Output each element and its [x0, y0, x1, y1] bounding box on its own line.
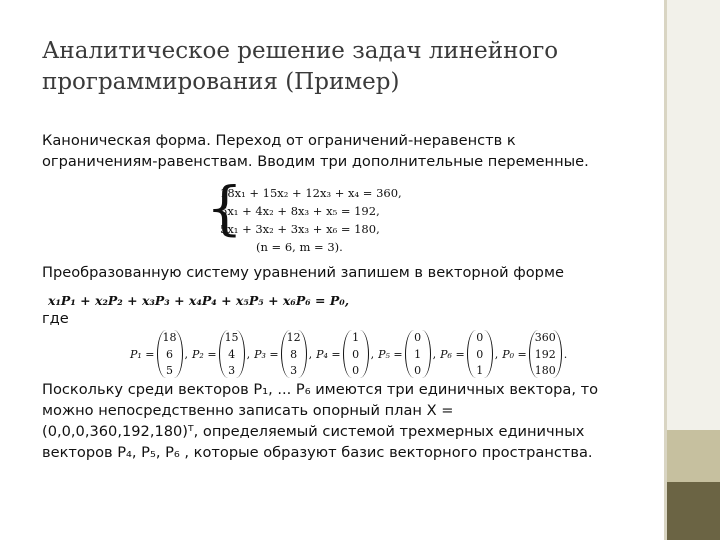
equation-params: (n = 6, m = 3). [256, 240, 343, 254]
vector-component: 4 [228, 347, 236, 361]
conclusion-paragraph [42, 379, 652, 463]
slide-title-line: Аналитическое решение задач линейного [42, 38, 559, 64]
vector-component: 1 [414, 347, 422, 361]
vector-component: 192 [534, 347, 556, 361]
vector-label: P₆ = [440, 347, 465, 361]
vector-definitions [130, 328, 571, 380]
vector-separator: . [563, 347, 568, 361]
equation-2: 6x₁ + 4x₂ + 8x₃ + x₅ = 192, [220, 204, 380, 218]
vector-separator: , [308, 347, 313, 361]
vector-separator: , [494, 347, 499, 361]
vector-group [130, 330, 188, 378]
vector-equation: x₁P₁ + x₂P₂ + x₃P₃ + x₄P₄ + x₅P₅ + x₆P₆ = P₀, [48, 293, 350, 308]
column-vector [281, 330, 307, 378]
conclusion-line: (0,0,0,360,192,180)ᵀ, определяемый системой трехмерных единичных [42, 423, 585, 440]
where-label: где [42, 310, 69, 327]
vector-label: P₃ = [254, 347, 279, 361]
column-vector [467, 330, 493, 378]
vector-component: 0 [414, 331, 422, 344]
vector-intro-line: Преобразованную систему уравнений запишем в векторной форме [42, 264, 564, 281]
vector-component: 0 [476, 347, 484, 361]
vector-component: 0 [352, 364, 360, 377]
vector-group [440, 330, 498, 378]
vector-group [254, 330, 312, 378]
column-vector [343, 330, 369, 378]
slide-title [42, 36, 642, 98]
vector-component: 1 [352, 331, 360, 344]
vector-intro [42, 262, 652, 283]
equation-3: 5x₁ + 3x₂ + 3x₃ + x₆ = 180, [220, 222, 380, 236]
vector-group [378, 330, 436, 378]
equation-1: 18x₁ + 15x₂ + 12x₃ + x₄ = 360, [220, 186, 402, 200]
side-panel-accent [667, 430, 720, 482]
vector-label: P₂ = [192, 347, 217, 361]
side-panel-bottom [667, 482, 720, 540]
vector-component: 180 [534, 364, 556, 377]
vector-component: 15 [224, 331, 239, 344]
vector-component: 1 [476, 364, 484, 377]
side-panel-top [667, 0, 720, 430]
vector-separator: , [432, 347, 437, 361]
vector-component: 0 [476, 331, 484, 344]
vector-component: 3 [290, 364, 298, 377]
column-vector [157, 330, 183, 378]
vector-group [192, 330, 250, 378]
conclusion-line: можно непосредственно записать опорный план X = [42, 402, 454, 419]
vector-component: 360 [534, 331, 556, 344]
intro-paragraph [42, 130, 652, 172]
vector-component: 18 [162, 331, 177, 344]
vector-component: 12 [286, 331, 301, 344]
vector-separator: , [184, 347, 189, 361]
vector-group [502, 330, 567, 378]
vector-component: 8 [290, 347, 298, 361]
vector-component: 3 [228, 364, 236, 377]
slide-title-line: программирования (Пример) [42, 69, 400, 95]
column-vector [529, 330, 562, 378]
vector-separator: , [370, 347, 375, 361]
vector-label: P₅ = [378, 347, 403, 361]
column-vector [219, 330, 245, 378]
conclusion-line: векторов P₄, P₅, P₆ , которые образуют базис векторного пространства. [42, 444, 593, 461]
vector-component: 6 [166, 347, 174, 361]
intro-line: ограничениям-равенствам. Вводим три дополнительные переменные. [42, 153, 589, 170]
brace-symbol: { [206, 174, 243, 242]
vector-separator: , [246, 347, 251, 361]
vector-component: 0 [414, 364, 422, 377]
vector-label: P₄ = [316, 347, 341, 361]
vector-group [316, 330, 374, 378]
vector-component: 5 [166, 364, 174, 377]
intro-line: Каноническая форма. Переход от ограничений-неравенств к [42, 132, 516, 149]
vector-label: P₀ = [502, 347, 527, 361]
conclusion-line: Поскольку среди векторов P₁, ... P₆ имеются три единичных вектора, то [42, 381, 599, 398]
column-vector [405, 330, 431, 378]
vector-label: P₁ = [130, 347, 155, 361]
vector-component: 0 [352, 347, 360, 361]
equation-system [206, 174, 402, 256]
